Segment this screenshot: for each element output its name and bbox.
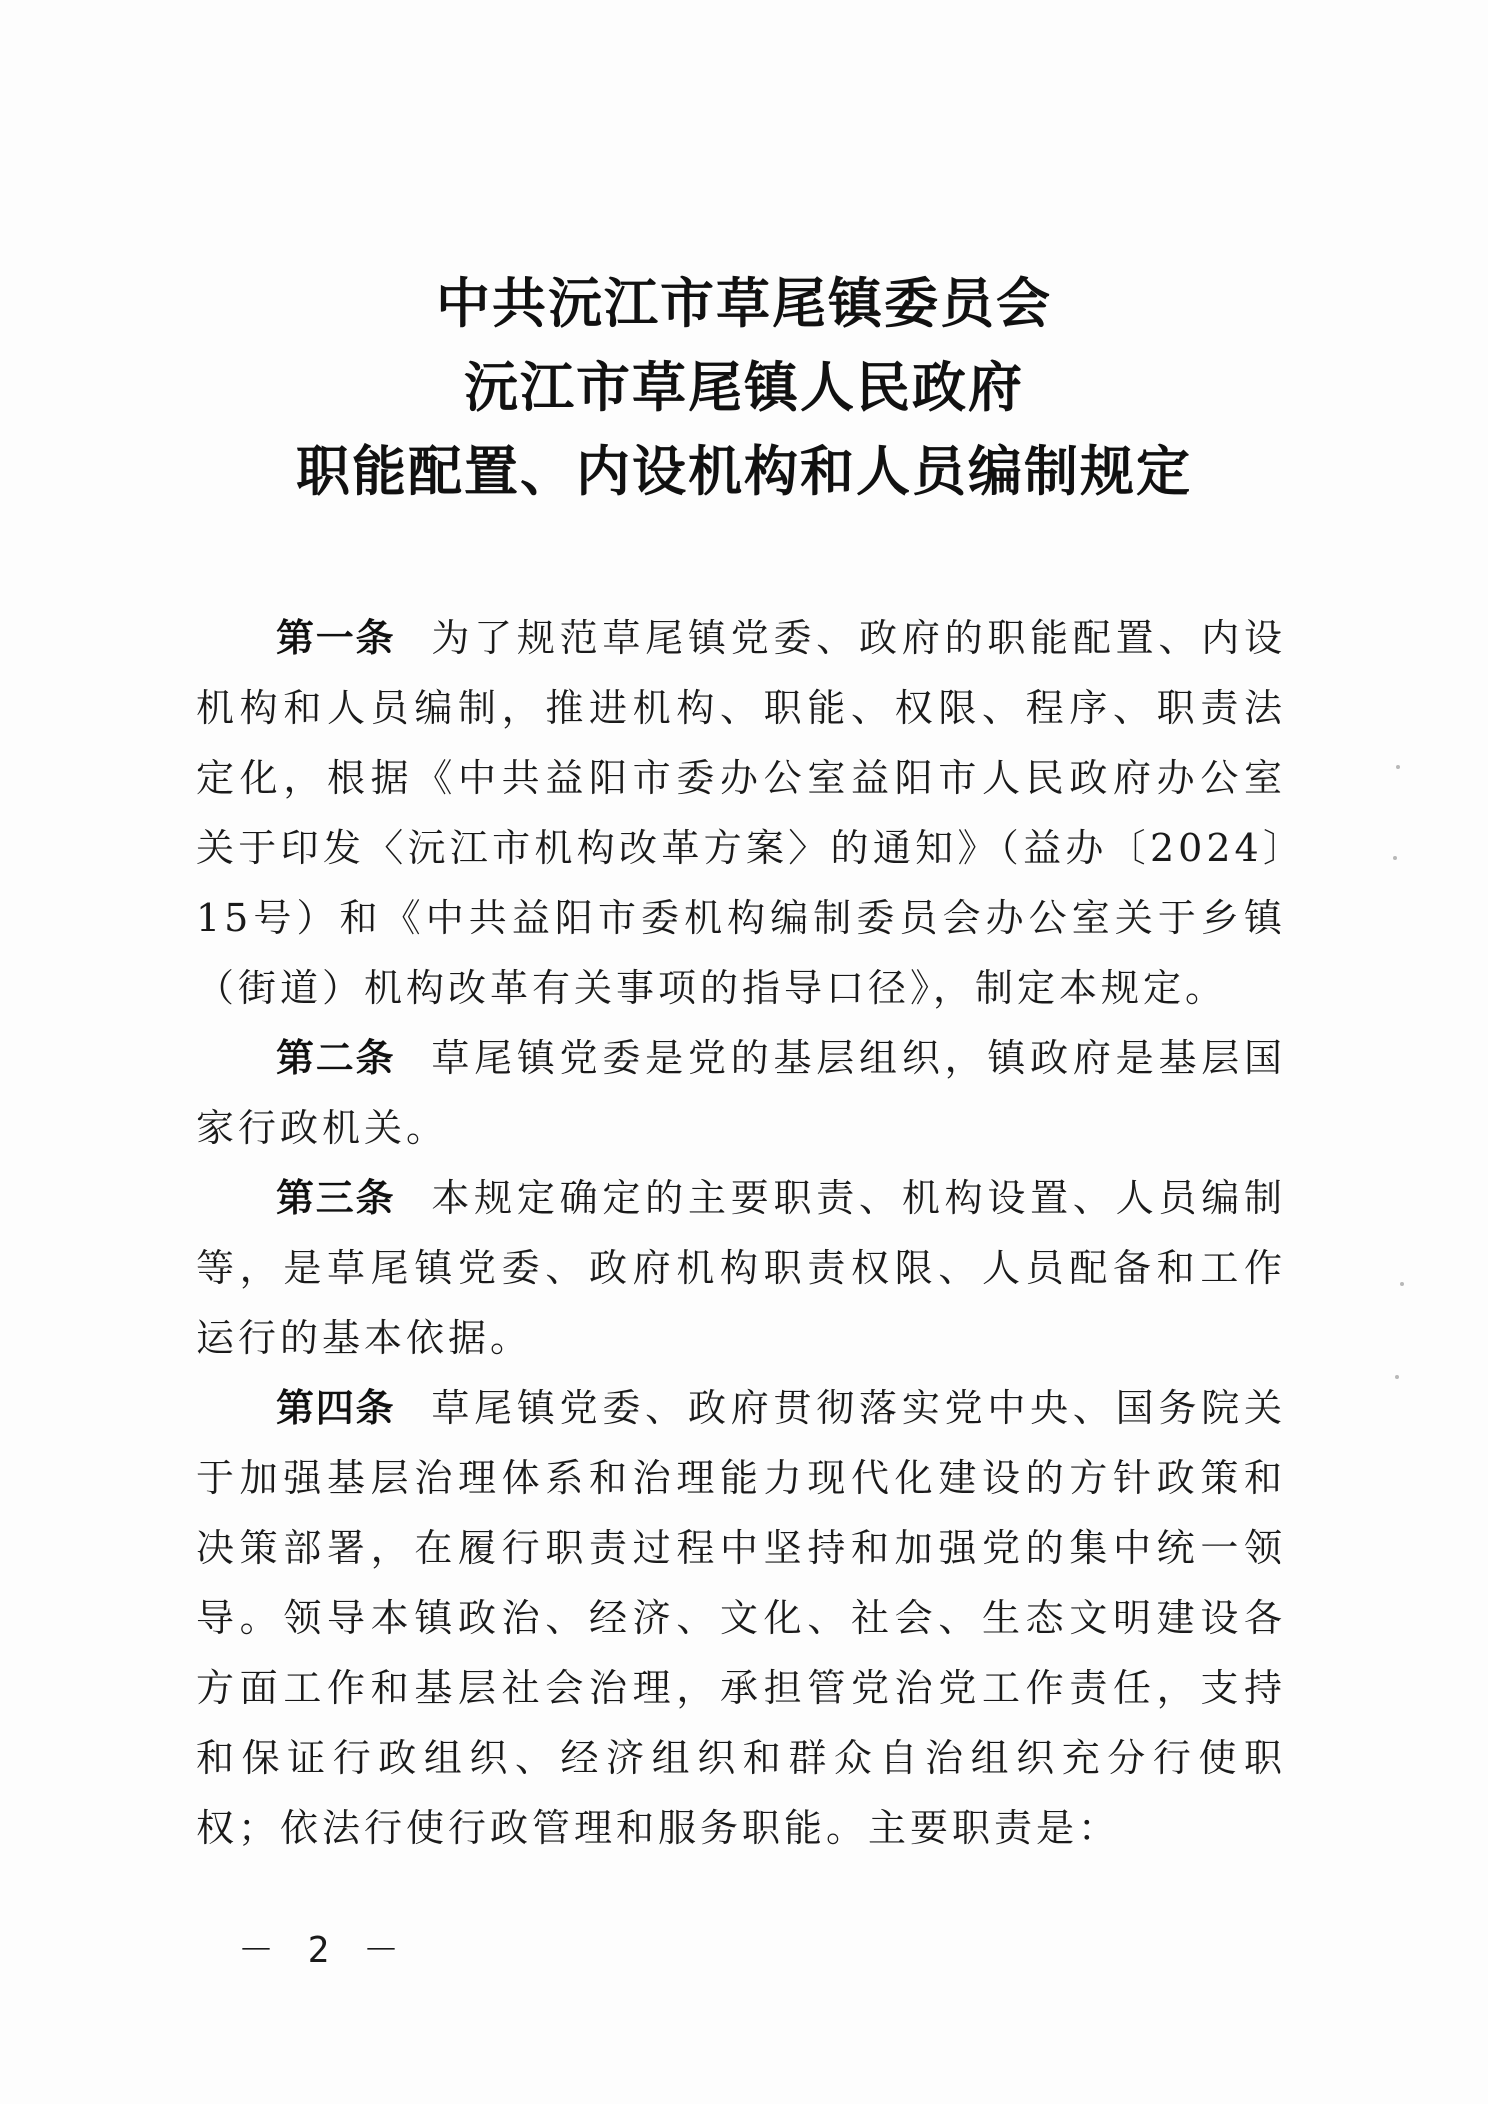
article-label: 第四条 [276, 1386, 396, 1430]
article-text: 草尾镇党委是党的基层组织，镇政府是基层国家行政机关。 [196, 1036, 1286, 1150]
document-title [0, 262, 1488, 514]
article-text: 为了规范草尾镇党委、政府的职能配置、内设机构和人员编制，推进机构、职能、权限、程序、职责法定化，根据《中共益阳市委办公室益阳市人民政府办公室关于印发〈沅江市机构改革方案〉的通知》（益办〔2024〕15号）和《中共益阳市委机构编制委员会办公室关于乡镇（街道）机构改革有关事项的指导口径》，制定本规定。 [196, 616, 1286, 1010]
article-1 [196, 603, 1286, 1023]
page-number: － 2 － [238, 1930, 406, 1971]
scan-speck [1400, 1282, 1404, 1286]
scan-speck [1393, 856, 1397, 860]
article-3 [196, 1163, 1286, 1373]
article-text: 本规定确定的主要职责、机构设置、人员编制等，是草尾镇党委、政府机构职责权限、人员配备和工作运行的基本依据。 [196, 1176, 1286, 1360]
article-label: 第二条 [276, 1036, 396, 1080]
article-label: 第一条 [276, 616, 396, 660]
article-4 [196, 1373, 1286, 1863]
document-body [196, 603, 1286, 1863]
scan-speck [1396, 765, 1400, 769]
article-2 [196, 1023, 1286, 1163]
article-label: 第三条 [276, 1176, 396, 1220]
title-line-government: 沅江市草尾镇人民政府 [464, 356, 1024, 419]
scan-speck [1395, 1375, 1399, 1379]
title-line-regulation: 职能配置、内设机构和人员编制规定 [296, 440, 1192, 503]
article-text: 草尾镇党委、政府贯彻落实党中央、国务院关于加强基层治理体系和治理能力现代化建设的方针政策和决策部署，在履行职责过程中坚持和加强党的集中统一领导。领导本镇政治、经济、文化、社会、生态文明建设各方面工作和基层社会治理，承担管党治党工作责任，支持和保证行政组织、经济组织和群众自治组织充分行使职权；依法行使行政管理和服务职能。主要职责是： [196, 1386, 1286, 1850]
title-line-party-committee: 中共沅江市草尾镇委员会 [436, 272, 1052, 335]
